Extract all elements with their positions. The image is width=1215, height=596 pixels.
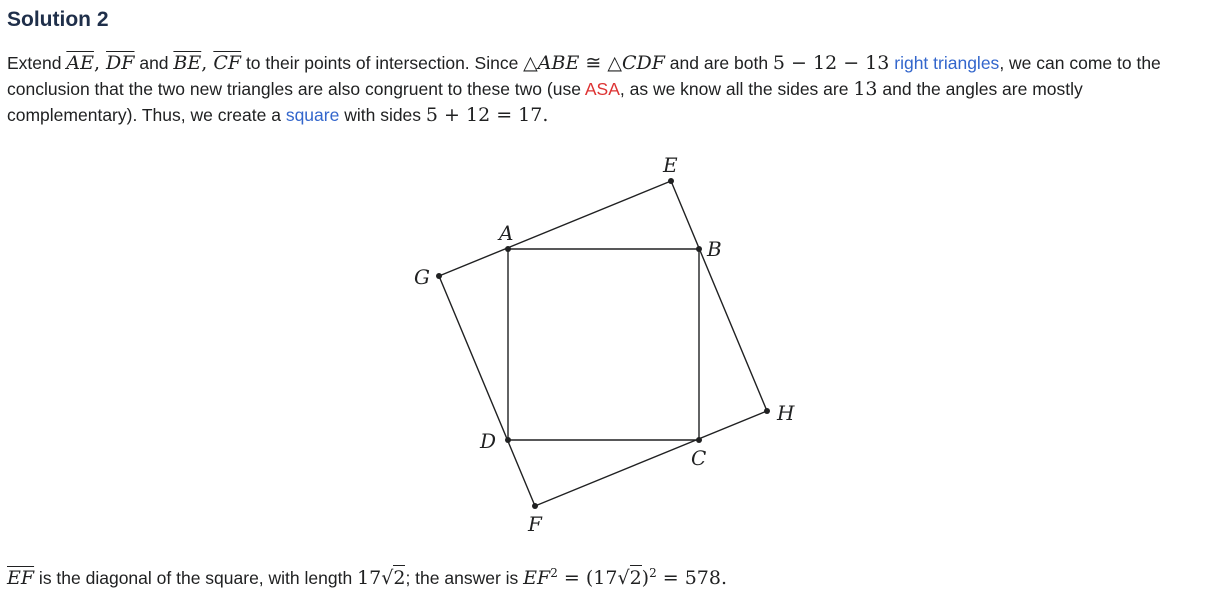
sqrt-symbol: √ [617,566,630,589]
label-g: G [414,265,430,289]
answer-exponent: 2 [550,566,558,580]
segment-be: $\overline{BE}$ [173,52,202,74]
length-coefficient: 17 [357,566,382,589]
label-f: F [528,512,542,536]
point-c [696,437,702,443]
text-run: and [134,53,174,73]
sqrt-symbol: √ [381,566,394,589]
label-e: E [663,153,678,177]
period: . [542,104,549,126]
solution-heading: Solution 2 [7,8,109,31]
triangle-cdf: △CDF [607,52,665,74]
text-run: Extend [7,53,67,73]
square-eghf [439,181,767,506]
answer-equals: = (17 [557,566,618,589]
right-triangles-link[interactable]: right triangles [894,53,1000,73]
square-abcd [508,249,699,440]
point-f [532,503,538,509]
geometry-diagram [0,145,1215,545]
solution-paragraph [7,50,1207,128]
point-a [505,246,511,252]
answer-result: = 578 [656,566,721,589]
asa-link[interactable]: ASA [584,79,620,99]
point-e [668,178,674,184]
text-run: , we can come to the conclusion that the two new triangles are also congruent to these two (use [7,53,1161,99]
segment-ae: $\overline{AE}$ [66,52,94,74]
math-comma: , [93,52,107,74]
geometry-figure [0,145,1215,545]
triangle-abe: △ABE [523,52,580,74]
segment-ef: $\overline{EF}$ [7,566,35,589]
point-b [696,246,702,252]
length-radicand: 2 [393,566,406,589]
answer-paren: ) [641,566,650,589]
point-g [436,273,442,279]
answer-exponent-2: 2 [649,566,657,580]
text-run: is the diagonal of the square, with length [34,567,358,588]
label-b: B [707,237,722,261]
text-run: with sides [339,105,426,125]
text-run: and the angles are mostly complementary). Thus, we create a [7,79,1083,125]
square-link[interactable]: square [285,105,340,125]
answer-sentence [7,560,727,591]
label-d: D [480,429,497,453]
answer-radicand: 2 [629,566,642,589]
congruent-symbol: ≅ [579,52,608,74]
text-run: and are both [664,53,773,73]
text-run: , as we know all the sides are [619,79,854,99]
side-lengths: 5 − 12 − 13 [772,52,890,74]
answer-lhs: EF [523,566,551,589]
text-run: ; the answer is [405,567,524,588]
label-c: C [691,446,707,470]
segment-cf: $\overline{CF}$ [213,52,242,74]
segment-df: $\overline{DF}$ [106,52,135,74]
period: . [720,566,728,589]
label-a: A [499,221,514,245]
number-13: 13 [853,78,878,100]
point-d [505,437,511,443]
point-h [764,408,770,414]
side-sum: 5 + 12 = 17 [425,104,543,126]
math-comma: , [201,52,214,74]
label-h: H [777,401,795,425]
text-run: to their points of intersection. Since [241,53,524,73]
